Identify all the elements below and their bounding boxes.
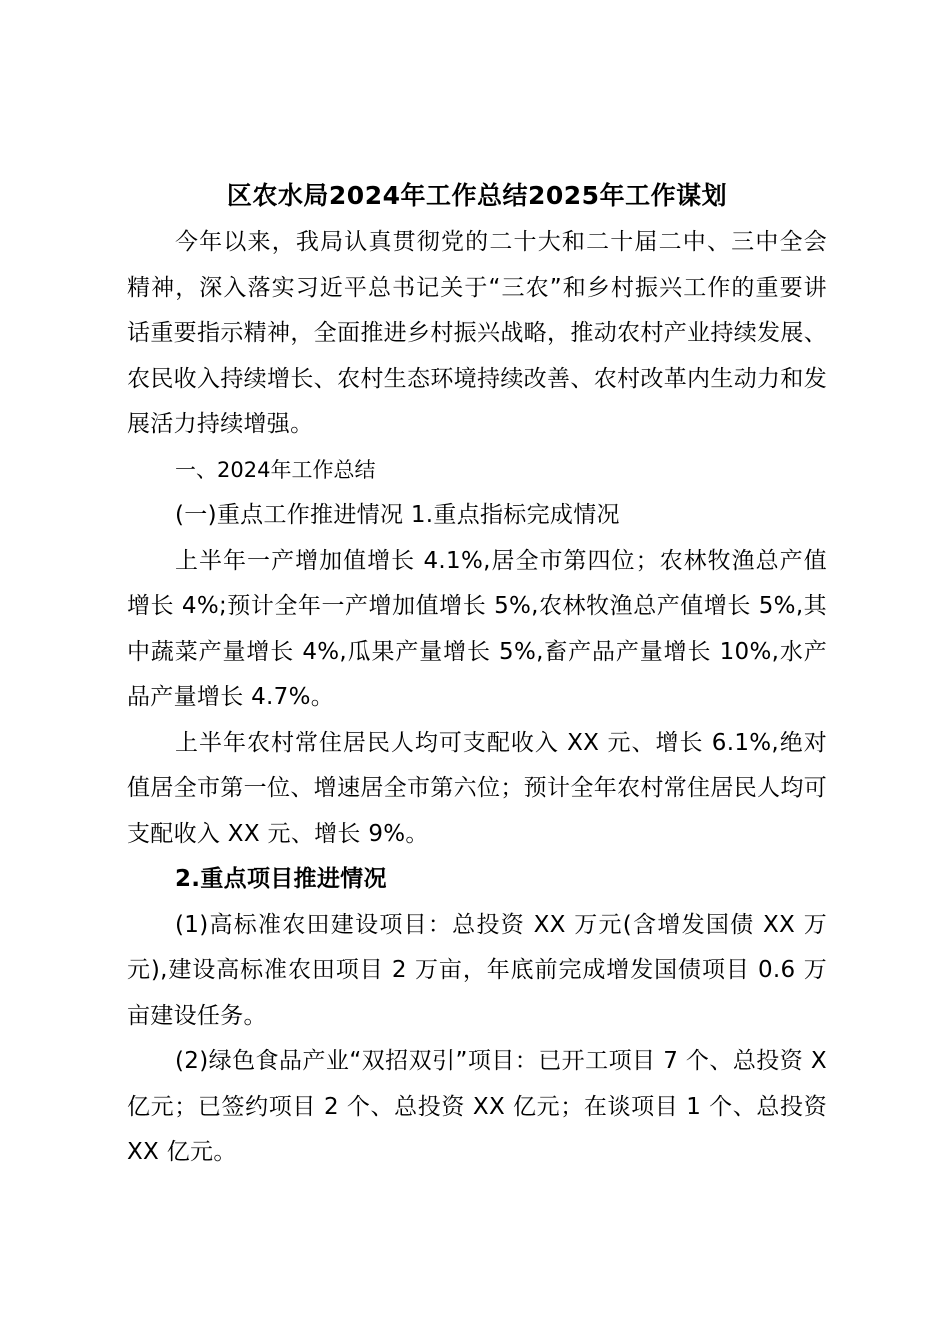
document-page <box>127 172 827 1176</box>
paragraph-farmland-project: (1)高标准农田建设项目：总投资 XX 万元(含增发国债 XX 万元),建设高标准农田项目 2 万亩，年底前完成增发国债项目 0.6 万亩建设任务。 <box>127 911 827 1029</box>
paragraph-output-indicators: 上半年一产增加值增长 4.1%,居全市第四位；农林牧渔总产值增长 4%;预计全年一产增加值增长 5%,农林牧渔总产值增长 5%,其中蔬菜产量增长 4%,瓜果产量增长 5%,畜产品产量增长 10%,水产品产量增长 4.7%。 <box>127 547 827 710</box>
paragraph-green-food-project: (2)绿色食品产业“双招双引”项目：已开工项目 7 个、总投资 X 亿元；已签约项目 2 个、总投资 XX 亿元；在谈项目 1 个、总投资 XX 亿元。 <box>127 1048 827 1165</box>
paragraph-income-indicators: 上半年农村常住居民人均可支配收入 XX 元、增长 6.1%,绝对值居全市第一位、增速居全市第六位；预计全年农村常住居民人均可支配收入 XX 元、增长 9%。 <box>127 729 827 847</box>
subsection-heading-key-projects: 2.重点项目推进情况 <box>175 866 387 892</box>
intro-paragraph: 今年以来，我局认真贯彻党的二十大和二十届二中、三中全会精神，深入落实习近平总书记关于“三农”和乡村振兴工作的重要讲话重要指示精神，全面推进乡村振兴战略，推动农村产业持续发展、农民收入持续增长、农村生态环境持续改善、农村改革内生动力和发展活力持续增强。 <box>127 229 827 437</box>
subsection-heading-key-work: (一)重点工作推进情况 1.重点指标完成情况 <box>175 502 620 528</box>
section-heading-2024-summary: 一、2024年工作总结 <box>175 457 376 482</box>
document-title: 区农水局2024年工作总结2025年工作谋划 <box>226 181 728 210</box>
